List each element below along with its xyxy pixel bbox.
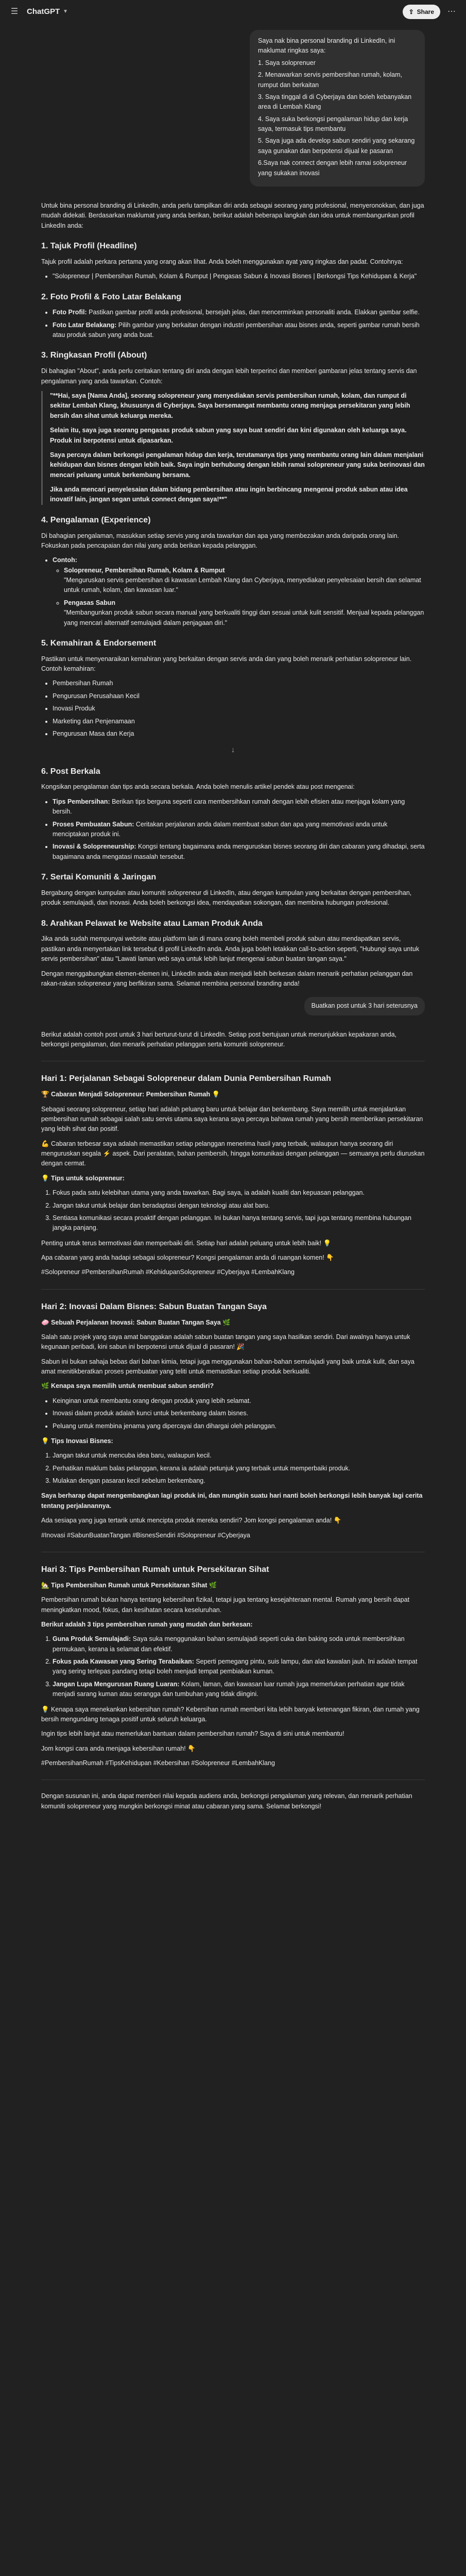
quote-paragraph: "**Hai, saya [Nama Anda], seorang solopreneur yang menyediakan servis pembersihan rumah, kolam, dan rumput di sekitar Lembah Klang, khususnya di Cyberjaya. Saya bersemangat membantu orang menjaga persekitaran yang lebih bersih dan sihat untuk keluarga mereka. (50, 392, 410, 419)
share-icon: ⇪ (408, 8, 414, 15)
list-item: 3. Sentiasa komunikasi secara proaktif dengan pelanggan. Ini bukan hanya tentang servis, tapi juga tentang membina hubungan jangka panjang. (53, 1213, 425, 1233)
bold-label: 🌿 Kenapa saya memilih untuk membuat sabun sendiri? (41, 1382, 214, 1390)
bold-label: Contoh: (53, 556, 77, 564)
list-item (53, 555, 425, 628)
list-item (53, 842, 425, 862)
arrow-down-icon[interactable]: ↓ (231, 745, 235, 755)
share-button[interactable] (403, 5, 440, 20)
divider (41, 1289, 425, 1290)
user-message (250, 30, 425, 187)
hashtags: #Solopreneur #PembersihanRumah #KehidupanSolopreneur #Cyberjaya #LembahKlang (41, 1268, 295, 1276)
section-heading: Hari 3: Tips Pembersihan Rumah untuk Persekitaran Sihat (41, 1565, 269, 1574)
paragraph: Dengan menggabungkan elemen-elemen ini, LinkedIn anda akan menjadi lebih berkesan dalam menarik perhatian pelanggan dan rakan-rakan solopreneur yang berfikiran sama. Selamat membina personal branding anda! (41, 970, 413, 987)
section-heading: 3. Ringkasan Profil (About) (41, 351, 147, 360)
paragraph: Tajuk profil adalah perkara pertama yang orang akan lihat. Anda boleh menggunakan ayat yang ringkas dan padat. Contohnya: (41, 258, 403, 265)
list-item (53, 820, 425, 840)
list (41, 555, 425, 628)
list-item: • Keinginan untuk membantu orang dengan produk yang lebih selamat. (53, 1396, 425, 1406)
top-bar (0, 0, 466, 24)
paragraph: Di bahagian pengalaman, masukkan setiap servis yang anda tawarkan dan apa yang membezakan anda daripada orang lain. Fokuskan pada pencapaian dan nilai yang anda berikan kepada pelanggan. (41, 532, 399, 549)
list-item: 2. Perhatikan maklum balas pelanggan, kerana ia adalah petunjuk yang terbaik untuk memperbaiki produk. (53, 1464, 425, 1473)
model-selector[interactable] (27, 6, 68, 18)
numbered-list (41, 1188, 425, 1233)
list (41, 308, 425, 340)
list-text: Ceritakan perjalanan anda dalam membuat sabun dan apa yang memotivasi anda untuk menciptakan produk ini. (53, 820, 388, 838)
list-item (53, 1657, 425, 1677)
share-label: Share (417, 8, 434, 15)
bold-label: Jangan Lupa Mengurusan Ruang Luaran: (53, 1680, 180, 1688)
paragraph: Sebagai seorang solopreneur, setiap hari adalah peluang baru untuk belajar dan berkembang. Saya memilih untuk menjalankan pembersihan rumah sebagai salah satu servis utama saya kerana saya percaya bahawa rumah yang bersih memberikan persekitaran yang lebih sihat dan positif. (41, 1105, 423, 1133)
paragraph: Ada sesiapa yang juga tertarik untuk mencipta produk mereka sendiri? Jom kongsi pengalaman anda! 👇 (41, 1517, 342, 1524)
list-item (64, 566, 425, 596)
list-item (53, 797, 425, 817)
list-item (64, 598, 425, 628)
user-message-line: 4. Saya suka berkongsi pengalaman hidup dan kerja saya, termasuk tips membantu (258, 115, 408, 132)
list (41, 272, 425, 281)
model-name: ChatGPT (27, 7, 60, 16)
nested-list (53, 566, 425, 628)
paragraph: 💡 Kenapa saya menekankan kebersihan rumah? Kebersihan rumah memberi kita lebih banyak ketenangan fikiran, dan rumah yang bersih mengundang tenaga positif untuk seluruh keluarga. (41, 1705, 420, 1723)
list-item: 1. Fokus pada satu kelebihan utama yang anda tawarkan. Bagi saya, ia adalah kualiti dan kepuasan pelanggan. (53, 1188, 425, 1198)
paragraph: Pastikan untuk menyenaraikan kemahiran yang berkaitan dengan servis anda dan yang boleh menarik perhatian solopreneur lain. Contoh kemahiran: (41, 655, 412, 673)
bold-label: Tips Pembersihan: (53, 798, 110, 805)
list-item: • "Solopreneur | Pembersihan Rumah, Kolam & Rumput | Pengasas Sabun & Inovasi Bisnes | Berkongsi Tips Kehidupan & Kerja" (53, 272, 425, 281)
bold-label: Berikut adalah 3 tips pembersihan rumah yang mudah dan berkesan: (41, 1620, 253, 1628)
paragraph: 💪 Cabaran terbesar saya adalah memastikan setiap pelanggan menerima hasil yang terbaik, walaupun hanya seorang diri menguruskan segala ⚡ aspek. Dari peralatan, bahan pembersih, hingga komunikasi dengan pelanggan — semuanya perlu diuruskan dengan cermat. (41, 1140, 425, 1167)
answer-intro: Untuk bina personal branding di LinkedIn, anda perlu tampilkan diri anda sebagai seorang yang profesional, menyeronokkan, dan juga mudah didekati. Berdasarkan maklumat yang anda berikan, berikut adalah beberapa langkah dan idea untuk membangunkan profil LinkedIn anda: (41, 201, 424, 229)
bold-label: Fokus pada Kawasan yang Sering Terabaikan: (53, 1658, 194, 1666)
quote-paragraph: Selain itu, saya juga seorang pengasas produk sabun yang saya buat sendiri dan kini digunakan oleh keluarga saya. Produk ini berpotensi untuk dipasarkan. (50, 427, 407, 444)
quote-paragraph: Jika anda mencari penyelesaian dalam bidang pembersihan atau ingin berbincang mengenai produk sabun atau idea inovatif lain, jangan segan untuk connect dengan saya!**" (50, 486, 408, 503)
list-text: Pilih gambar yang berkaitan dengan industri pembersihan atau bisnes anda, seperti gambar rumah bersih atau produk sabun yang anda buat. (53, 321, 420, 339)
list (41, 1396, 425, 1431)
list-item: • Marketing dan Penjenamaan (53, 717, 425, 726)
user-message-line: 1. Saya soloprenuer (258, 59, 316, 66)
user-message-line: 3. Saya tinggal di di Cyberjaya dan boleh kebanyakan area di Lembah Klang (258, 93, 412, 111)
answer-intro: Berikut adalah contoh post untuk 3 hari berturut-turut di LinkedIn. Setiap post bertujuan untuk menunjukkan kepakaran anda, berkongsi pengalaman, dan menarik perhatian pelanggan serta komuniti solopreneur. (41, 1030, 397, 1048)
section-heading: 1. Tajuk Profil (Headline) (41, 242, 137, 250)
conversation (41, 30, 425, 1816)
user-message-line: 5. Saya juga ada develop sabun sendiri yang sekarang saya gunakan dan berpotensi dijual ke pasaran (258, 137, 415, 155)
bold-label: Guna Produk Semulajadi: (53, 1635, 131, 1643)
list-text: "Menguruskan servis pembersihan di kawasan Lembah Klang dan Cyberjaya, menyediakan penyelesaian bersih dan selamat untuk rumah, kolam, dan kawasan luar." (64, 577, 421, 594)
list-text: Kongsi tentang bagaimana anda menguruskan bisnes seorang diri dan cabaran yang dihadapi, serta bagaimana anda mengatasi masalah tersebut. (53, 843, 425, 860)
user-message-line: 2. Menawarkan servis pembersihan rumah, kolam, rumput dan berkaitan (258, 71, 402, 89)
user-message: Buatkan post untuk 3 hari seterusnya (304, 997, 425, 1015)
list-item: 3. Mulakan dengan pasaran kecil sebelum berkembang. (53, 1476, 425, 1486)
blockquote (41, 391, 425, 505)
user-message-line: 6.Saya nak connect dengan lebih ramai solopreneur yang sukakan inovasi (258, 159, 407, 177)
sidebar-toggle-icon[interactable]: ☰ (10, 7, 19, 16)
section-heading: Hari 2: Inovasi Dalam Bisnes: Sabun Buatan Tangan Saya (41, 1302, 267, 1311)
section-heading: 6. Post Berkala (41, 767, 100, 776)
post-subtitle: 🧼 Sebuah Perjalanan Inovasi: Sabun Buatan Tangan Saya 🌿 (41, 1318, 231, 1326)
paragraph: Apa cabaran yang anda hadapi sebagai solopreneur? Kongsi pengalaman anda di ruangan komen! 👇 (41, 1254, 334, 1262)
assistant-message (41, 201, 425, 989)
bold-label: Foto Latar Belakang: (53, 321, 117, 329)
list-item (53, 1634, 425, 1654)
paragraph: Penting untuk terus bermotivasi dan memperbaiki diri. Setiap hari adalah peluang untuk lebih baik! 💡 (41, 1239, 332, 1247)
bold-label: 💡 Tips Inovasi Bisnes: (41, 1437, 113, 1445)
list-text: Seperti pemegang pintu, suis lampu, dan alat kawalan jauh. Ini adalah tempat yang sering terlepas pandang tetapi boleh menjadi tempat pembiakan kuman. (53, 1658, 418, 1675)
paragraph: Jom kongsi cara anda menjaga kebersihan rumah! 👇 (41, 1744, 196, 1752)
hashtags: #Inovasi #SabunBuatanTangan #BisnesSendiri #Solopreneur #Cyberjaya (41, 1531, 250, 1539)
numbered-list (41, 1451, 425, 1486)
list-text: Saya suka menggunakan bahan semulajadi seperti cuka dan baking soda untuk membersihkan permukaan, kerana ia selamat dan efektif. (53, 1635, 405, 1653)
bold-label: Foto Profil: (53, 309, 87, 316)
paragraph: Ingin tips lebih lanjut atau memerlukan bantuan dalam pembersihan rumah? Saya di sini untuk membantu! (41, 1730, 344, 1738)
post-subtitle: 🏆 Cabaran Menjadi Solopreneur: Pembersihan Rumah 💡 (41, 1091, 220, 1098)
list-text: Kolam, laman, dan kawasan luar rumah juga memerlukan perhatian agar tidak menjadi sarang kuman atau serangga dan tumbuhan yang tidak diingini. (53, 1680, 405, 1698)
paragraph: Di bahagian "About", anda perlu ceritakan tentang diri anda dengan lebih terperinci dan memberi gambaran jelas tentang servis dan pengalaman yang anda tawarkan. Contoh: (41, 367, 417, 385)
answer-outro: Dengan susunan ini, anda dapat memberi nilai kepada audiens anda, berkongsi pengalaman yang relevan, dan menarik perhatian komuniti solopreneur yang mungkin berkongsi minat atau cabaran yang sama. Selamat berkongsi! (41, 1792, 412, 1810)
list-item (53, 320, 425, 341)
bold-label: ◦ Solopreneur, Pembersihan Rumah, Kolam & Rumput (64, 566, 225, 574)
section-heading: 7. Sertai Komuniti & Jaringan (41, 873, 157, 882)
list-item (53, 1680, 425, 1700)
paragraph: Sabun ini bukan sahaja bebas dari bahan kimia, tetapi juga menggunakan bahan-bahan semulajadi yang baik untuk kulit, dan saya amat menitikberatkan proses pembuatan yang teliti untuk memastikan setiap produk berkualiti. (41, 1358, 415, 1376)
bold-label: ◦ Pengasas Sabun (64, 599, 116, 606)
list-item: 1. Jangan takut untuk mencuba idea baru, walaupun kecil. (53, 1451, 425, 1461)
bold-label: Proses Pembuatan Sabun: (53, 820, 134, 828)
chevron-down-icon: ▼ (63, 9, 68, 15)
list-item: • Inovasi Produk (53, 704, 425, 714)
list-item: • Pengurusan Perusahaan Kecil (53, 691, 425, 701)
quote-paragraph: Saya percaya dalam berkongsi pengalaman hidup dan kerja, terutamanya tips yang membantu orang lain dalam menjalani kehidupan dan bisnes dengan lebih baik. Saya ingin berhubung dengan lebih ramai solopreneur yang suka berinovasi dan mencari peluang untuk berkembang bersama. (50, 451, 425, 479)
list-item: • Inovasi dalam produk adalah kunci untuk berkembang dalam bisnes. (53, 1409, 425, 1418)
user-message-intro: Saya nak bina personal branding di LinkedIn, ini maklumat ringkas saya: (258, 37, 395, 55)
paragraph: Kongsikan pengalaman dan tips anda secara berkala. Anda boleh menulis artikel pendek atau post mengenai: (41, 783, 355, 791)
list-text: "Membangunkan produk sabun secara manual yang berkualiti tinggi dan sesuai untuk kulit sensitif. Menjual kepada pelanggan yang mencari alternatif semulajadi dalam penjagaan diri." (64, 609, 424, 626)
list (41, 679, 425, 739)
list-text: Berikan tips berguna seperti cara membersihkan rumah dengan lebih efisien atau menjaga kolam yang bersih. (53, 798, 405, 816)
list-item: • Pembersihan Rumah (53, 679, 425, 688)
list-item: • Pengurusan Masa dan Kerja (53, 729, 425, 739)
section-heading: 4. Pengalaman (Experience) (41, 515, 151, 524)
list-text: Pastikan gambar profil anda profesional, bersejah jelas, dan mencerminkan personaliti anda. Elakkan gambar selfie. (87, 309, 420, 316)
section-heading: 8. Arahkan Pelawat ke Website atau Laman Produk Anda (41, 919, 263, 928)
section-heading: 2. Foto Profil & Foto Latar Belakang (41, 292, 182, 301)
paragraph: Jika anda sudah mempunyai website atau platform lain di mana orang boleh membeli produk sabun atau mendapatkan servis, pastikan anda menyertakan link tersebut di profil LinkedIn anda. Anda juga boleh letakkan call-to-action seperti, "Hubungi saya untuk servis pembersihan" atau "Lawati laman web saya untuk lebih lanjut mengenai sabun buatan tangan saya." (41, 935, 420, 963)
paragraph: Saya berharap dapat mengembangkan lagi produk ini, dan mungkin suatu hari nanti boleh berkongsi lebih banyak lagi cerita tentang perjalanannya. (41, 1492, 423, 1510)
list-item: • Peluang untuk membina jenama yang dipercayai dan dihargai oleh pelanggan. (53, 1421, 425, 1431)
hashtags: #PembersihanRumah #TipsKehidupan #Kebersihan #Solopreneur #LembahKlang (41, 1759, 275, 1767)
section-heading: 5. Kemahiran & Endorsement (41, 638, 157, 648)
section-heading: Hari 1: Perjalanan Sebagai Solopreneur dalam Dunia Pembersihan Rumah (41, 1074, 331, 1083)
list-item: 2. Jangan takut untuk belajar dan beradaptasi dengan teknologi atau alat baru. (53, 1201, 425, 1211)
numbered-list (41, 1634, 425, 1699)
paragraph: Salah satu projek yang saya amat banggakan adalah sabun buatan tangan yang saya hasilkan sendiri. Dari awalnya hanya untuk kegunaan peribadi, kini sabun ini berpotensi untuk dijual di pasaran! 🎉 (41, 1333, 410, 1351)
bold-label: 💡 Tips untuk solopreneur: (41, 1174, 125, 1182)
bold-label: Inovasi & Solopreneurship: (53, 843, 136, 851)
post-subtitle: 🏡 Tips Pembersihan Rumah untuk Persekitaran Sihat 🌿 (41, 1581, 217, 1589)
paragraph: Bergabung dengan kumpulan atau komuniti solopreneur di LinkedIn, atau dengan kumpulan yang berkaitan dengan pembersihan, produk semulajadi, dan inovasi. Anda boleh berkongsi idea, mendapatkan sokongan, dan membina hubungan profesional. (41, 889, 412, 907)
paragraph: Pembersihan rumah bukan hanya tentang kebersihan fizikal, tetapi juga tentang kesejahteraan mental. Rumah yang bersih dapat meningkatkan mood, fokus, dan kesihatan secara keseluruhan. (41, 1596, 410, 1614)
assistant-message (41, 1030, 425, 1812)
more-options-icon[interactable]: ⋯ (447, 7, 456, 16)
list (41, 797, 425, 862)
list-item (53, 308, 425, 317)
